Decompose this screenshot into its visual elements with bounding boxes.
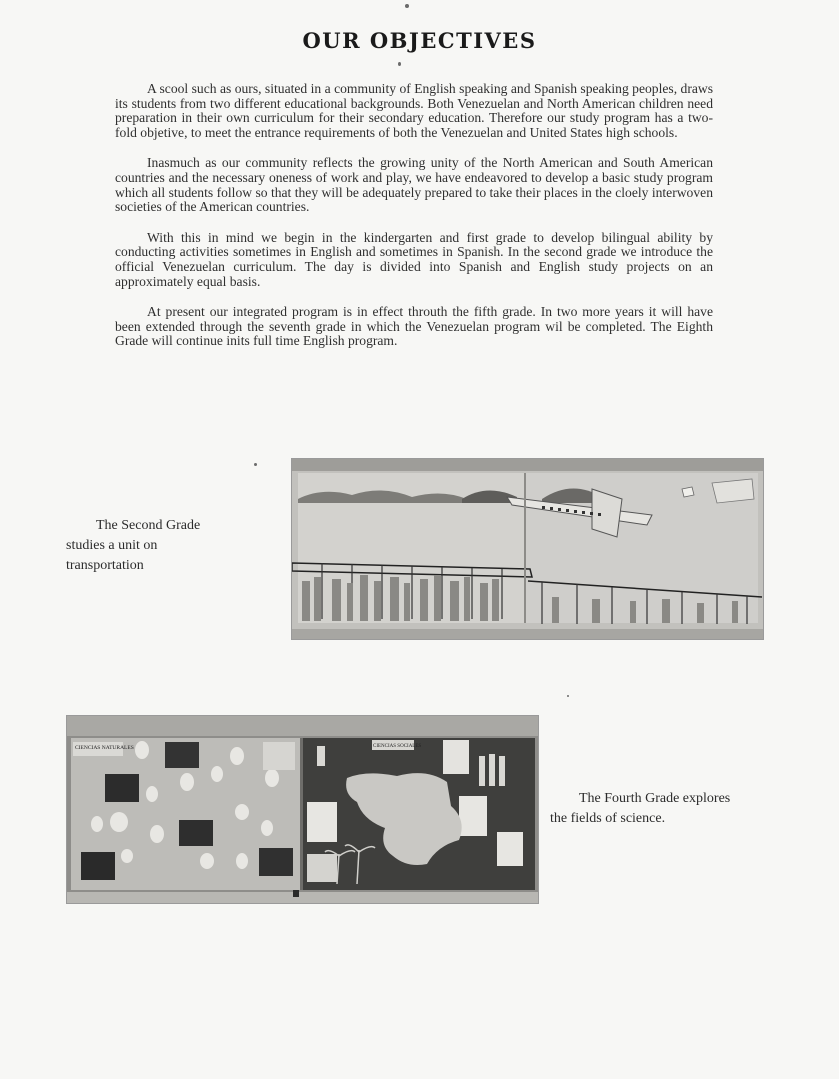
science-caption xyxy=(550,789,780,829)
paragraph: At present our integrated program is in effect throuth the fifth grade. In two more years it will have been extended through the seventh grade in which the Venezuelan program wil be completed. The Eighth Grade will continue inits full time English program. xyxy=(115,304,713,349)
board-label-right: CIENCIAS SOCIALES xyxy=(373,744,422,749)
paragraph: With this in mind we begin in the kindergarten and first grade to develop bilingual ability by conducting activities sometimes in English and sometimes in Spanish. In the second grade we introduce the official Venezuelan curriculum. The day is divided into Spanish and English study projects on an approximately equal basis. xyxy=(115,229,713,289)
objectives-text xyxy=(115,82,713,365)
caption-line: the fields of science. xyxy=(550,811,666,826)
scan-speck xyxy=(398,62,401,66)
scan-speck xyxy=(405,4,409,8)
scan-speck xyxy=(254,463,257,466)
paragraph: Inasmuch as our community reflects the growing unity of the North American and South American countries and the necessary oneness of work and play, we have endeavored to develop a basic study program which all students follow so that they will be adequately prepared to take their places in the cloely interwoven societies of the American countries. xyxy=(115,155,713,215)
caption-line: The Fourth Grade explores xyxy=(579,791,731,806)
transportation-mural-photo xyxy=(291,458,764,640)
science-board-photo xyxy=(66,715,539,904)
scan-speck xyxy=(567,695,569,697)
page-title: OUR OBJECTIVES xyxy=(302,28,537,53)
paragraph: A scool such as ours, situated in a community of English speaking and Spanish speaking peoples, draws its students from two different educational backgrounds. Both Venezuelan and North American children need preparation in their own curriculum for their secondary education. Therefore our study program has a two-fold objetive, to meet the entrance requirements of both the Venezuelan and United States high schools. xyxy=(115,81,713,140)
board-label-left: CIENCIAS NATURALES xyxy=(75,745,134,751)
caption-line: The Second Grade xyxy=(96,518,201,533)
caption-line: transportation xyxy=(66,558,144,573)
transportation-caption xyxy=(66,516,266,576)
caption-line: studies a unit on xyxy=(66,538,158,553)
